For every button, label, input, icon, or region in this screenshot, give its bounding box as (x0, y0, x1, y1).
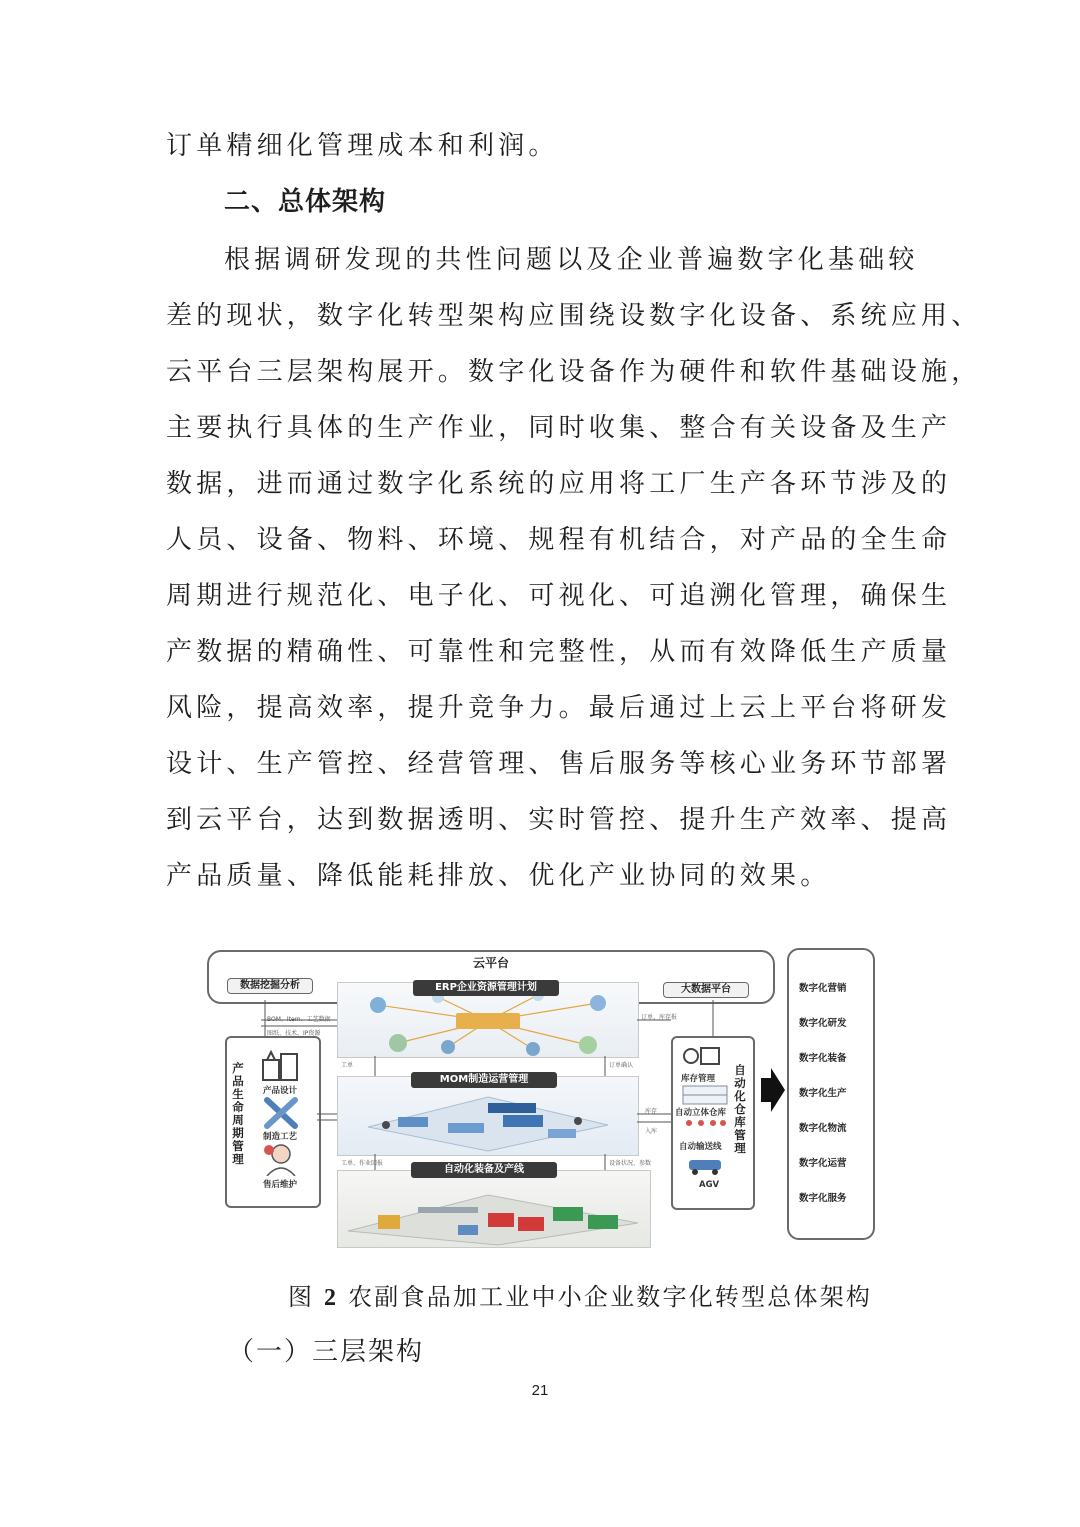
flow-label: 订单确认 (609, 1062, 634, 1069)
warehouse-item: AGV (699, 1180, 720, 1190)
paragraph-line: 设计、生产管控、经营管理、售后服务等核心业务环节部署 (166, 749, 952, 779)
paragraph-line: 到云平台，达到数据透明、实时管控、提升生产效率、提高 (166, 805, 952, 835)
digital-list-item: 数字化研发 (799, 1018, 847, 1029)
flow-label: BOM、Item、工艺数据 (267, 1016, 331, 1023)
paragraph-line: 风险，提高效率，提升竞争力。最后通过上云上平台将研发 (166, 693, 952, 723)
mom-label: MOM制造运营管理 (411, 1072, 557, 1088)
big-arrow-right-icon (761, 1068, 785, 1112)
warehouse-item: 自动输送线 (679, 1142, 722, 1152)
page-number: 21 (531, 1382, 549, 1399)
automation-label: 自动化装备及产线 (411, 1162, 557, 1178)
digital-list-item: 数字化营销 (799, 983, 847, 994)
warehouse-title: 自动化仓库管理 (734, 1063, 746, 1155)
erp-label: ERP企业资源管理计划 (413, 980, 559, 996)
cloud-platform-title: 云平台 (473, 956, 510, 970)
section-heading: 二、总体架构 (224, 187, 387, 217)
paragraph-line: 周期进行规范化、电子化、可视化、可追溯化管理，确保生 (166, 581, 952, 611)
digital-list-item: 数字化物流 (799, 1123, 847, 1134)
caption-text: 农副食品加工业中小企业数字化转型总体架构 (348, 1283, 873, 1311)
digital-list-item: 数字化装备 (799, 1053, 847, 1064)
paragraph-line: 产品质量、降低能耗排放、优化产业协同的效果。 (166, 861, 831, 891)
warehouse-item: 自动立体仓库 (675, 1108, 727, 1118)
flow-label: 工单 (341, 1062, 354, 1069)
subsection-heading: （一）三层架构 (228, 1337, 425, 1367)
caption-number: 2 (324, 1285, 339, 1311)
lifecycle-title: 产品生命周期管理 (232, 1061, 244, 1166)
flow-label: 工单、作业回报 (341, 1160, 384, 1167)
paragraph-line: 主要执行具体的生产作业，同时收集、整合有关设备及生产 (166, 413, 952, 443)
paragraph-line: 人员、设备、物料、环境、规程有机结合，对产品的全生命 (166, 525, 952, 555)
paragraph-line: 订单精细化管理成本和利润。 (166, 131, 559, 161)
paragraph-line: 数据，进而通过数字化系统的应用将工厂生产各环节涉及的 (166, 469, 952, 499)
flow-label: 设备状况、参数 (609, 1160, 652, 1167)
paragraph-line: 根据调研发现的共性问题以及企业普遍数字化基础较 (224, 245, 919, 275)
architecture-figure (205, 944, 875, 1256)
data-mining-label: 数据挖掘分析 (227, 978, 313, 994)
flow-label: 图纸、技术、IP资源 (267, 1030, 321, 1037)
digital-list-item: 数字化运营 (799, 1158, 847, 1169)
paragraph-line: 云平台三层架构展开。数字化设备作为硬件和软件基础设施， (166, 357, 982, 387)
flow-label: 入库 (645, 1128, 658, 1135)
big-data-label: 大数据平台 (663, 982, 749, 998)
caption-prefix: 图 (288, 1283, 315, 1311)
digital-list-item: 数字化服务 (799, 1193, 847, 1204)
flow-label: 订单、库存报 (641, 1014, 678, 1021)
paragraph-line: 差的现状，数字化转型架构应围绕设数字化设备、系统应用、 (166, 301, 982, 331)
warehouse-item: 库存管理 (681, 1074, 716, 1084)
flow-label: 库存 (645, 1108, 658, 1115)
lifecycle-item: 售后维护 (263, 1180, 298, 1190)
lifecycle-item: 制造工艺 (263, 1132, 298, 1142)
figure-caption (288, 1280, 872, 1315)
paragraph-line: 产数据的精确性、可靠性和完整性，从而有效降低生产质量 (166, 637, 952, 667)
digital-list-item: 数字化生产 (799, 1088, 847, 1099)
lifecycle-item: 产品设计 (263, 1086, 298, 1096)
